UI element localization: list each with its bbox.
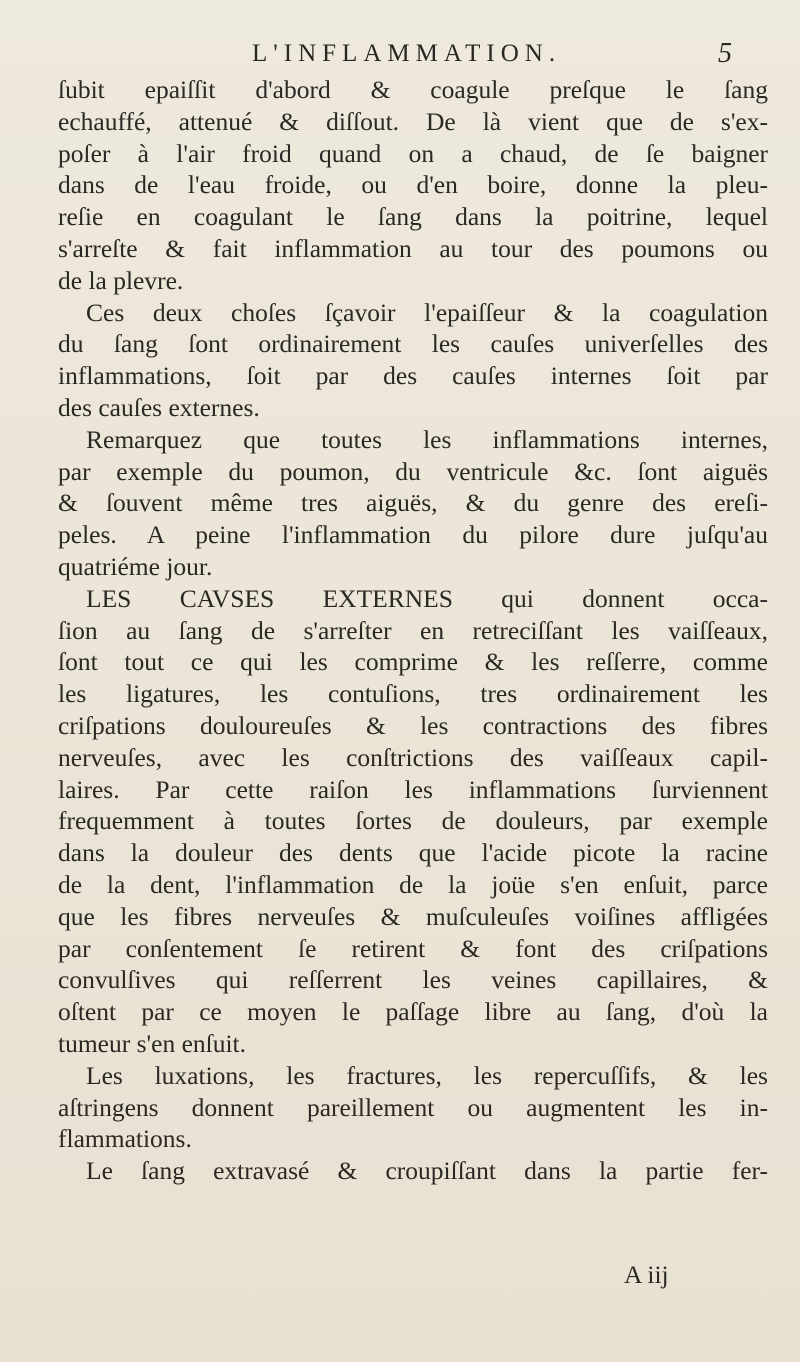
text-line: convulſives qui reſſerrent les veines capillaires, & bbox=[58, 965, 768, 995]
text-line: s'arreſte & fait inflammation au tour des poumons ou bbox=[58, 233, 768, 263]
text-line: des cauſes externes. bbox=[58, 392, 260, 422]
signature-mark: A iij bbox=[624, 1260, 669, 1289]
text-line: inflammations, ſoit par des cauſes internes ſoit par bbox=[58, 361, 768, 391]
text-line: Le ſang extravasé & croupiſſant dans la partie fer- bbox=[86, 1156, 768, 1186]
text-line: par exemple du poumon, du ventricule &c. ſont aiguës bbox=[58, 456, 768, 486]
text-line: tumeur s'en enſuit. bbox=[58, 1028, 247, 1058]
text-line: frequemment à toutes ſortes de douleurs, par exemple bbox=[58, 806, 768, 836]
text-line: de la dent, l'inflammation de la joüe s'en enſuit, parce bbox=[58, 869, 768, 899]
text-line: Ces deux choſes ſçavoir l'epaiſſeur & la coagulation bbox=[86, 297, 768, 327]
text-line: criſpations douloureuſes & les contractions des fibres bbox=[58, 710, 768, 740]
text-line: ſion au ſang de s'arreſter en retreciſſant les vaiſſeaux, bbox=[58, 615, 768, 645]
text-line: poſer à l'air froid quand on a chaud, de ſe baigner bbox=[58, 138, 768, 168]
text-line: ſubit epaiſſit d'abord & coagule preſque le ſang bbox=[58, 75, 768, 104]
text-line: que les fibres nerveuſes & muſculeuſes voiſines affligées bbox=[58, 901, 768, 931]
text-line: dans la douleur des dents que l'acide picote la racine bbox=[58, 838, 768, 868]
text-line: par conſentement ſe retirent & font des criſpations bbox=[58, 933, 768, 963]
text-line: du ſang ſont ordinairement les cauſes univerſelles des bbox=[58, 329, 768, 359]
text-line: laires. Par cette raiſon les inflammations ſurviennent bbox=[58, 774, 768, 804]
text-line: les ligatures, les contuſions, tres ordinairement les bbox=[58, 679, 768, 709]
running-head bbox=[0, 38, 800, 78]
text-line: & ſouvent même tres aiguës, & du genre des ereſi- bbox=[58, 488, 768, 518]
text-line: nerveuſes, avec les conſtrictions des vaiſſeaux capil- bbox=[58, 742, 768, 772]
running-title: L'INFLAMMATION. bbox=[252, 40, 562, 67]
text-line: reſie en coagulant le ſang dans la poitrine, lequel bbox=[58, 202, 768, 232]
text-line: aſtringens donnent pareillement ou augmentent les in- bbox=[58, 1092, 768, 1122]
text-line: de la plevre. bbox=[58, 265, 184, 295]
text-line: quatriéme jour. bbox=[58, 551, 213, 581]
text-line: Les luxations, les fractures, les repercuſſifs, & les bbox=[86, 1060, 768, 1090]
text-line: peles. A peine l'inflammation du pilore dure juſqu'au bbox=[58, 520, 768, 550]
text-line: LES CAVSES EXTERNES qui donnent occa- bbox=[86, 583, 768, 613]
body-text bbox=[58, 74, 768, 1187]
text-line: echauffé, attenué & diſſout. De là vient que de s'ex- bbox=[58, 106, 768, 136]
text-line: ſont tout ce qui les comprime & les reſſerre, comme bbox=[58, 647, 768, 677]
text-line: oſtent par ce moyen le paſſage libre au ſang, d'où la bbox=[58, 997, 768, 1027]
text-line: flammations. bbox=[58, 1124, 192, 1154]
text-line: dans de l'eau froide, ou d'en boire, donne la pleu- bbox=[58, 170, 768, 200]
page-number: 5 bbox=[718, 38, 732, 69]
text-line: Remarquez que toutes les inflammations internes, bbox=[86, 424, 768, 454]
